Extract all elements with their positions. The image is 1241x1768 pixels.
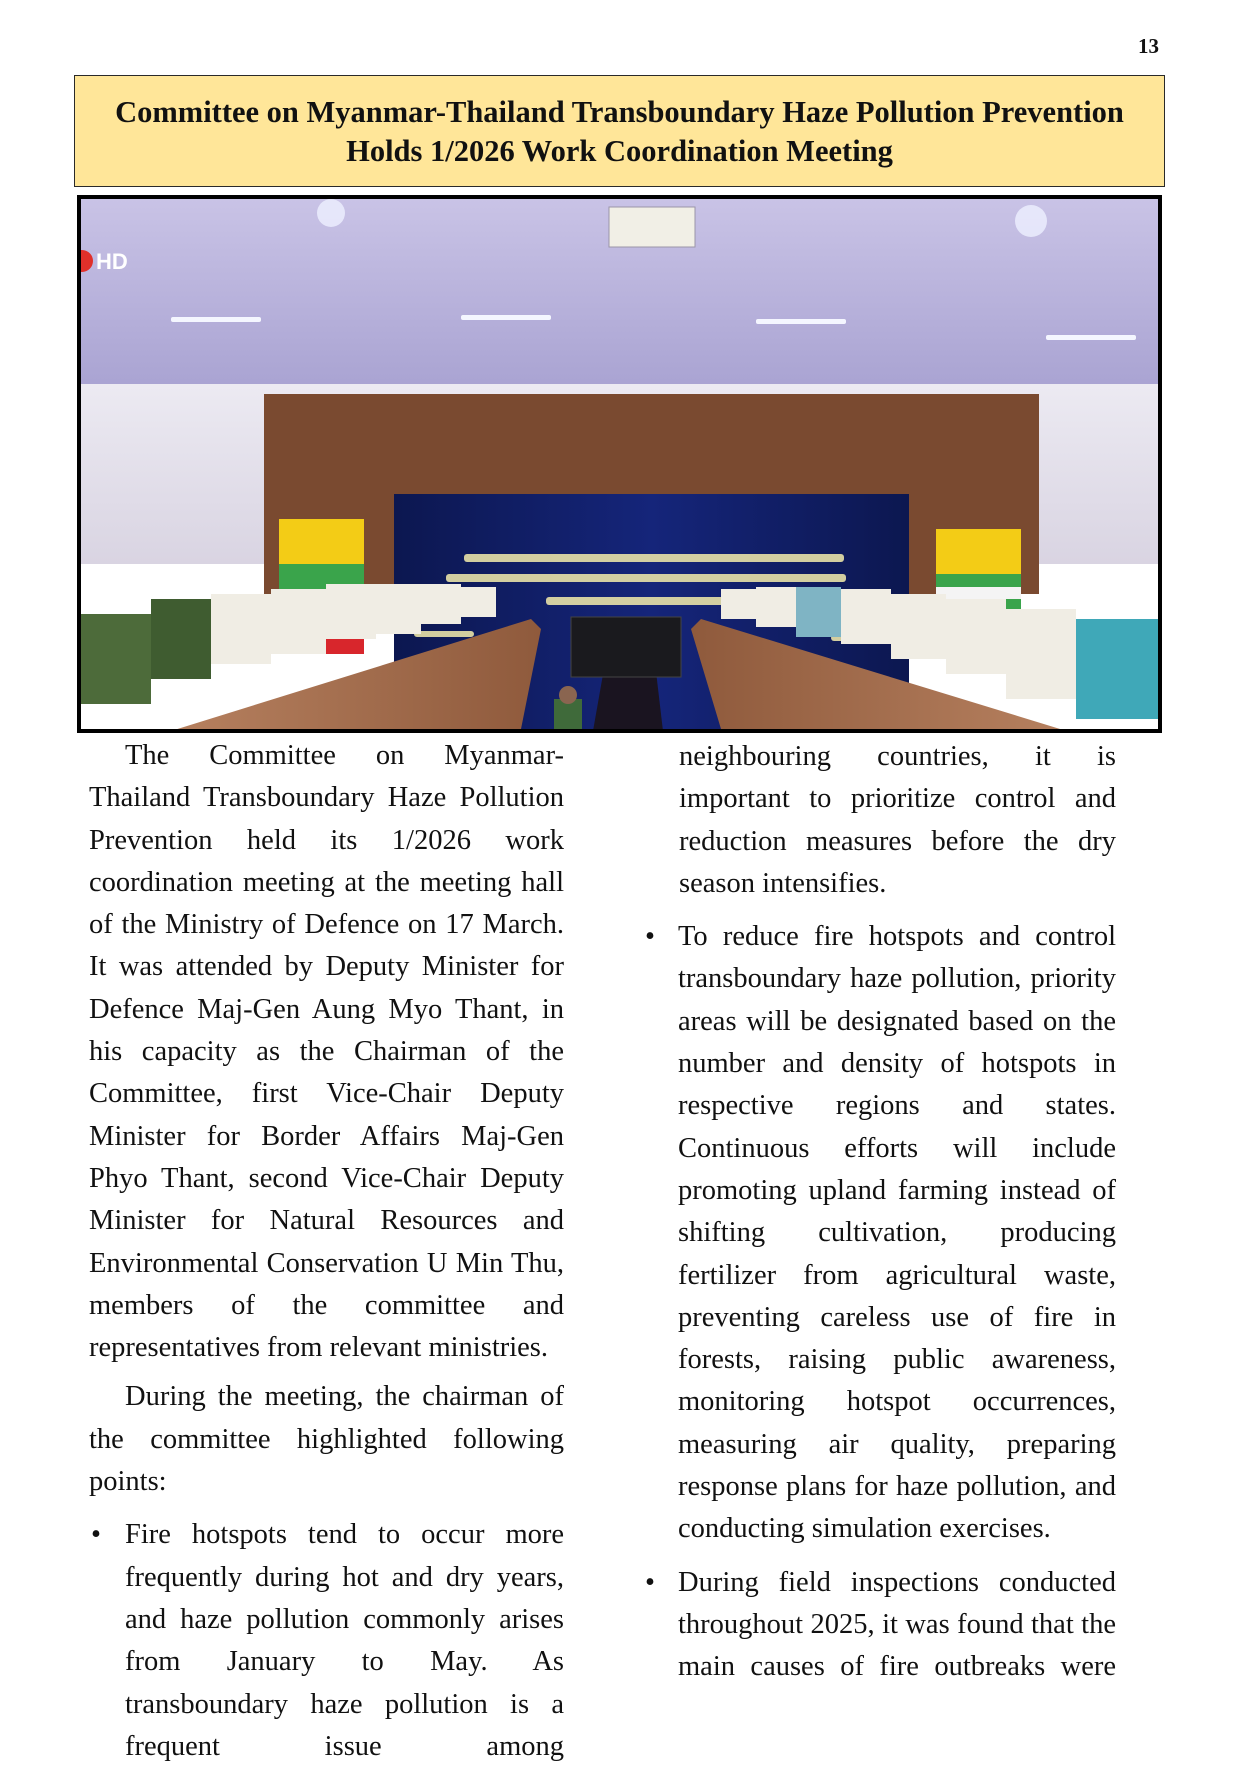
bullet-list-right xyxy=(643,916,1116,1688)
broadcast-logo-icon xyxy=(81,250,93,272)
bullet-item-2: • To reduce fire hotspots and control transboundary haze pollution, priority areas will be designated based on the number and density of hotspots in respective regions and states. Continuous efforts will include promoting upland farming instead of shifting cultivation, producing fertilizer from agricultural waste, preventing careless use of fire in forests, raising public awareness, monitoring hotspot occurrences, measuring air quality, preparing response plans for haze pollution, and conducting simulation exercises. xyxy=(643,916,1116,1550)
ceiling-light xyxy=(1046,335,1136,340)
bullet-item-1-continued: neighbouring countries, it is important to prioritize control and reduction measures before the dry season intensifies. xyxy=(679,741,1116,899)
hd-watermark: HD xyxy=(81,249,128,275)
page-number: 13 xyxy=(1138,34,1159,58)
article-title xyxy=(75,76,1164,171)
left-column xyxy=(89,735,564,1768)
meeting-photo xyxy=(77,195,1162,733)
bullet-item-3: • During field inspections conducted throughout 2025, it was found that the main causes of fire outbreaks were xyxy=(643,1562,1116,1689)
wall-clock xyxy=(609,207,695,247)
monitor xyxy=(571,617,681,677)
bullet-list-left xyxy=(89,1514,564,1768)
article-title-box xyxy=(74,75,1165,187)
ceiling-light xyxy=(756,319,846,324)
right-column xyxy=(643,736,1116,1689)
body-paragraph-1: The Committee on Myanmar-Thailand Transboundary Haze Pollution Prevention held its 1/2026 work coordination meeting at the meeting hall of the Ministry of Defence on 17 March. It was attended by Deputy Minister for Defence Maj-Gen Aung Myo Thant, in his capacity as the Chairman of the Committee, first Vice-Chair Deputy Minister for Border Affairs Maj-Gen Phyo Thant, second Vice-Chair Deputy Minister for Natural Resources and Environmental Conservation U Min Thu, members of the committee and representatives from relevant ministries. xyxy=(89,740,564,1364)
body-paragraph-2: During the meeting, the chairman of the committee highlighted following points: xyxy=(89,1381,564,1498)
ceiling-light xyxy=(171,317,261,322)
article-title-line-1: Committee on Myanmar-Thailand Transboundary Haze Pollution Prevention xyxy=(115,95,1124,129)
meeting-photo-illustration xyxy=(81,199,1158,729)
article-title-line-2: Holds 1/2026 Work Coordination Meeting xyxy=(346,134,893,168)
ceiling-light xyxy=(461,315,551,320)
bullet-item-1: • Fire hotspots tend to occur more frequently during hot and dry years, and haze pollution commonly arises from January to May. As transboundary haze pollution is a frequent issue among xyxy=(89,1514,564,1768)
